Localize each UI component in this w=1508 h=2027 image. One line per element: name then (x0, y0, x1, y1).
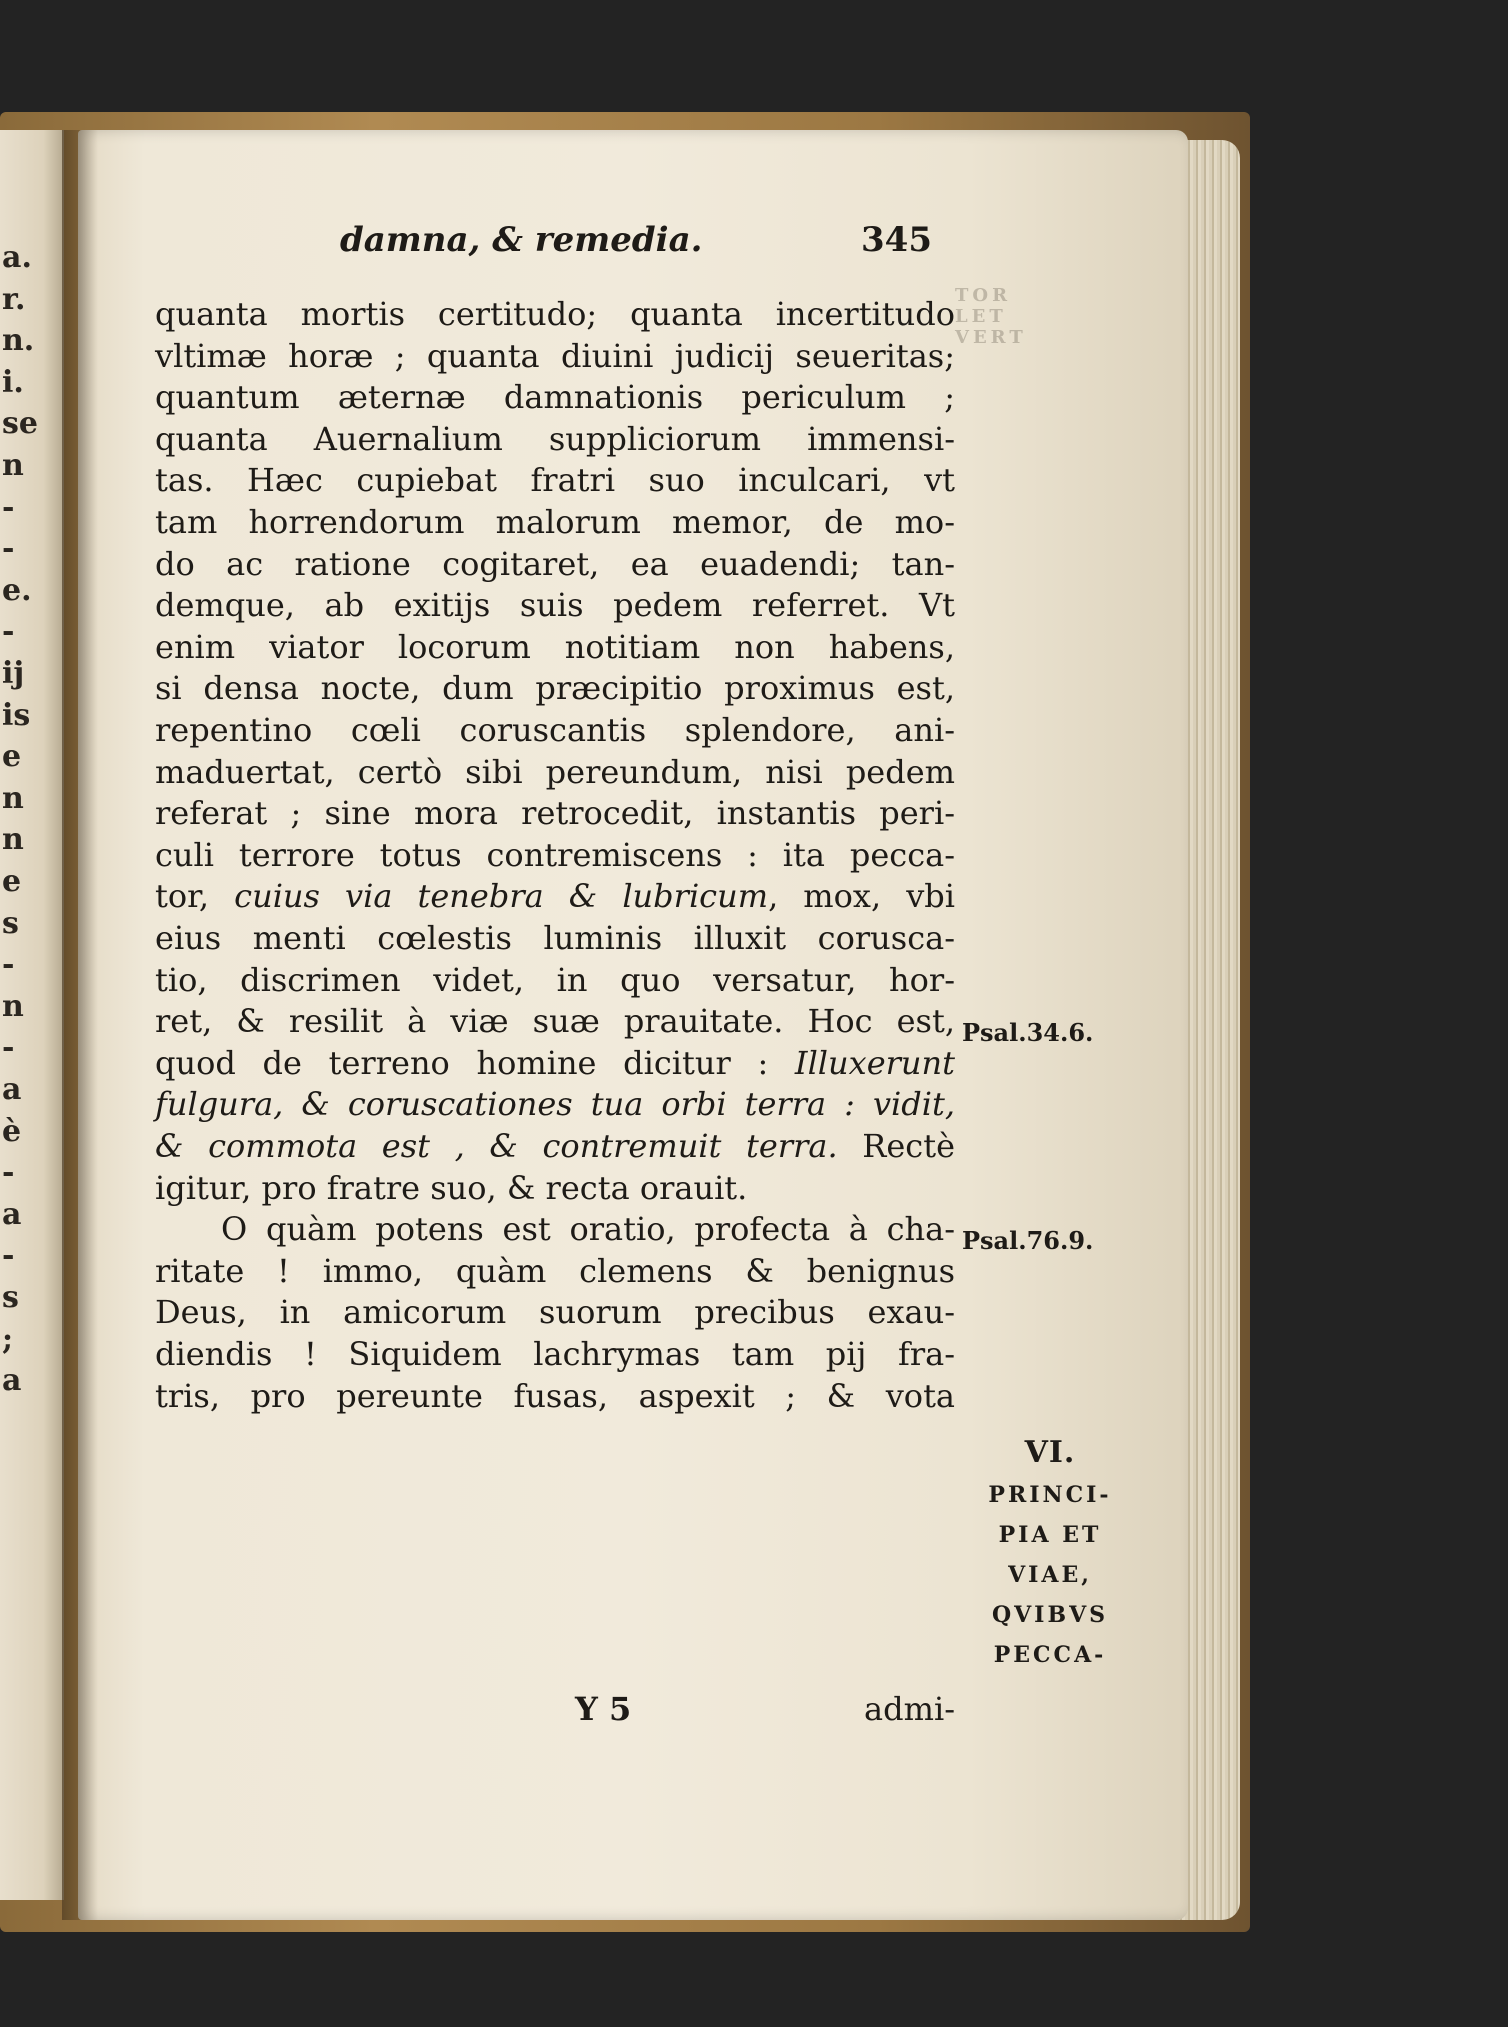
section-heading-line: PRINCI- (988, 1482, 1112, 1508)
text-line: Deus, in amicorum suorum precibus exau- (155, 1293, 955, 1332)
text-line: si densa nocte, dum præcipitio proximus est, (155, 669, 955, 708)
bleed-line: LET (955, 306, 1007, 327)
text-line: fulgura, & coruscationes tua orbi terra : vidit, (155, 1085, 955, 1124)
text-line: & commota est , & contremuit terra. Rectè (155, 1127, 956, 1165)
text-line: O quàm potens est oratio, profecta à cha- (221, 1210, 955, 1249)
left-page-fragment: e (2, 864, 22, 899)
text-line: enim viator locorum notitiam non habens, (155, 627, 955, 666)
text-line: demque, ab exitijs suis pedem referret. Vt (155, 586, 955, 625)
section-heading-line: VIAE, (1008, 1562, 1092, 1588)
text-line: vltimæ horæ ; quanta diuini judicij seueritas; (155, 336, 955, 375)
bleed-line: TOR (955, 285, 1012, 306)
left-page-fragment: - (2, 1030, 15, 1066)
text-line: diendis ! Siquidem lachrymas tam pij fra- (155, 1335, 955, 1373)
left-page-edge (0, 130, 64, 1900)
text-line: tio, discrimen videt, in quo versatur, hor- (155, 960, 955, 999)
text-line: tam horrendorum malorum memor, de mo- (155, 503, 955, 541)
left-page-fragment: ij (2, 656, 25, 691)
left-page-fragment: e. (2, 572, 32, 608)
left-page-fragment: n (2, 988, 24, 1024)
left-page-fragment: r. (2, 281, 26, 317)
running-header (340, 220, 950, 268)
section-number: VI. (1024, 1435, 1076, 1470)
text-line: tor, cuius via tenebra & lubricum, mox, vbi (155, 877, 956, 916)
text-line: maduertat, certò sibi pereundum, nisi pedem (155, 752, 955, 791)
left-page-fragment: n (2, 448, 24, 483)
left-page-fragment: è (2, 1113, 22, 1149)
section-heading-line: QVIBVS (991, 1602, 1109, 1628)
page-footer (155, 1690, 955, 1734)
left-page-fragment: s (2, 1280, 19, 1315)
text-line: igitur, pro fratre suo, & recta orauit. (155, 1168, 748, 1207)
bleed-through-text (955, 285, 1105, 348)
left-page-fragment: a (2, 1196, 22, 1232)
section-heading-line: PECCA- (993, 1642, 1107, 1668)
left-page-fragment: - (2, 531, 15, 567)
left-page-fragment: n (2, 780, 24, 816)
left-page-fragment: - (2, 1238, 15, 1274)
left-page-fragment: a (2, 1363, 22, 1399)
margin-reference-psalm-34: Psal.34.6. (962, 1018, 1094, 1047)
margin-reference-psalm-76: Psal.76.9. (962, 1226, 1094, 1255)
left-page-fragment: i. (2, 364, 24, 400)
text-line: quanta Auernalium suppliciorum immensi- (155, 419, 955, 458)
left-page-fragment: n (2, 822, 24, 858)
left-page-fragment: n. (2, 323, 35, 359)
left-page-fragment: e (2, 739, 22, 775)
text-line: eius menti cœlestis luminis illuxit corusca- (155, 919, 955, 957)
text-line: quod de terreno homine dicitur : Illuxerunt (155, 1043, 955, 1082)
page-number: 345 (861, 220, 932, 260)
section-heading-line: PIA ET (998, 1522, 1102, 1548)
text-line: ret, & resilit à viæ suæ prauitate. Hoc est, (155, 1002, 955, 1041)
gutter-shadow (62, 130, 98, 1920)
left-page-fragment: is (2, 697, 31, 733)
left-page-fragment: ; (2, 1321, 14, 1357)
signature-mark: Y 5 (575, 1690, 632, 1728)
bleed-line: VERT (955, 327, 1027, 348)
text-line: do ac ratione cogitaret, ea euadendi; tan- (155, 544, 955, 583)
text-line: repentino cœli coruscantis splendore, ani- (155, 711, 955, 749)
text-line: tris, pro pereunte fusas, aspexit ; & vota (155, 1376, 955, 1415)
left-page-fragment: - (2, 1155, 15, 1191)
text-line: quanta mortis certitudo; quanta incertitudo (155, 295, 955, 333)
left-page-fragment: a (2, 1072, 22, 1107)
left-page-fragment: - (2, 614, 15, 650)
left-page-fragment: se (2, 406, 38, 442)
catchword: admi- (864, 1690, 955, 1728)
left-page-fragment: - (2, 947, 15, 983)
left-page-fragment: s (2, 905, 19, 941)
text-line: referat ; sine mora retrocedit, instantis peri- (155, 794, 955, 833)
running-title: damna, & remedia. (340, 220, 703, 260)
left-page-fragment: a. (2, 240, 32, 275)
text-line: quantum æternæ damnationis periculum ; (155, 378, 955, 417)
left-page-fragment: - (2, 489, 15, 525)
text-line: tas. Hæc cupiebat fratri suo inculcari, vt (155, 461, 955, 500)
text-line: culi terrore totus contremiscens : ita pecca- (155, 835, 955, 874)
text-line: ritate ! immo, quàm clemens & benignus (155, 1251, 955, 1290)
